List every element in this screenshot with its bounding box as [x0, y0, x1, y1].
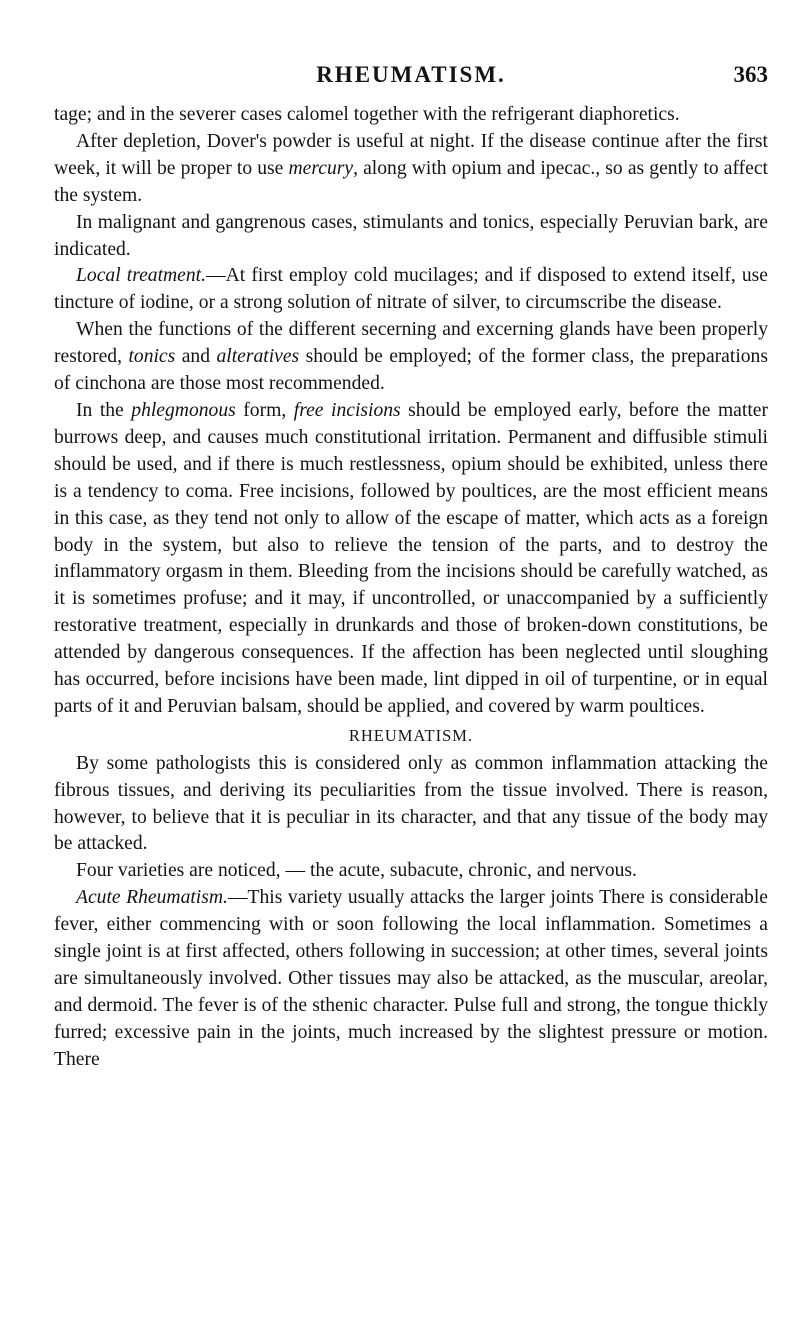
emphasis-alteratives: alteratives [216, 346, 300, 368]
paragraph-phlegmonous [54, 398, 768, 721]
emphasis-tonics: tonics [128, 346, 176, 368]
running-title: RHEUMATISM. [316, 62, 506, 87]
emphasis-free-incisions: free incisions [293, 399, 401, 421]
paragraph-text: tage; and in the severer cases calomel together with the refrigerant diaphoretics. [54, 104, 680, 125]
paragraph-text: After depletion, Dover's powder is useful at night. If the disease continue after the first week, it will be proper to use [54, 130, 768, 179]
page-number: 363 [733, 62, 768, 87]
paragraph-text: , along with opium and ipecac., so as gently to affect the system. [54, 157, 768, 206]
emphasis-local-treatment: Local treatment. [76, 265, 207, 287]
page-body [54, 102, 768, 1074]
paragraph-text: and [175, 346, 217, 368]
paragraph-text: —At first employ cold mucilages; and if disposed to extend itself, use tincture of iodine, or a strong solution of nitrate of silver, to circumscribe the disease. [54, 265, 769, 314]
paragraph-text: —This variety usually attacks the larger joints There is considerable fever, either commencing with or soon following the local inflammation. Sometimes a single joint is at first affected, others following in succession; at other times, several joints are simultaneously involved. Other tissues may also be attacked, as the muscular, areolar, and dermoid. The fever is of the sthenic character. Pulse full and strong, the tongue thickly furred; excessive pain in the joints, much increased by the slightest pressure or motion. There [54, 887, 768, 1070]
section-heading-rheumatism: RHEUMATISM. [348, 725, 474, 745]
paragraph-local-treatment [54, 263, 768, 317]
paragraph-text: In the [76, 399, 132, 421]
paragraph-pathologists [54, 751, 768, 859]
paragraph-malignant-cases [54, 210, 768, 264]
paragraph-acute-rheumatism [54, 885, 768, 1073]
paragraph-text: should be employed early, before the matter burrows deep, and causes much constitutional irritation. Permanent and diffusible stimuli should be used, and if there is much restlessness, opium should be exhibited, unless there is a tendency to coma. Free incisions, followed by poultices, are the most efficient means in this case, as they tend not only to allow of the escape of matter, which acts as a foreign body in the system, but also to relieve the tension of the parts, and to destroy the inflammatory orgasm in them. Bleeding from the incisions should be carefully watched, as it is sometimes profuse; and it may, if uncontrolled, or unaccompanied by a sufficiently restorative treatment, especially in drunkards and those of broken-down constitutions, be attended by dangerous consequences. If the affection has been neglected until sloughing has occurred, before incisions have been made, lint dipped in oil of turpentine, or in equal parts of it and Peruvian balsam, should be applied, and covered by warm poultices. [54, 399, 768, 717]
paragraph-text: Four varieties are noticed, — the acute, subacute, chronic, and nervous. [76, 860, 637, 882]
paragraph-text: By some pathologists this is considered only as common inflammation attacking the fibrous tissues, and deriving its peculiarities from the tissue involved. There is reason, however, to believe that it is peculiar in its character, and that any tissue of the body may be attacked. [54, 752, 768, 855]
running-head [54, 62, 768, 92]
paragraph-tonics-alteratives [54, 317, 768, 398]
emphasis-mercury: mercury [288, 157, 354, 179]
emphasis-phlegmonous: phlegmonous [131, 399, 236, 421]
paragraph-four-varieties [54, 858, 768, 885]
paragraph-continuation [54, 102, 768, 129]
paragraph-dovers-powder [54, 129, 768, 210]
paragraph-text: should be employed; of the former class, the preparations of cinchona are those most recommended. [54, 346, 768, 395]
paragraph-text: In malignant and gangrenous cases, stimulants and tonics, especially Peruvian bark, are indicated. [54, 211, 768, 260]
paragraph-text: When the functions of the different secerning and excerning glands have been properly restored, [54, 319, 768, 368]
paragraph-text: form, [235, 399, 294, 421]
emphasis-acute-rheumatism: Acute Rheumatism. [76, 887, 228, 909]
